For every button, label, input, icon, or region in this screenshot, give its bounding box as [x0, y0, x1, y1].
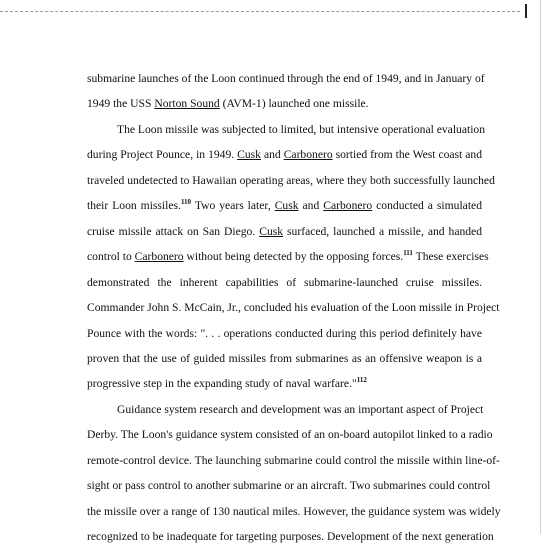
- underlined-name: Norton Sound: [154, 97, 220, 111]
- text-run: their Loon missiles.: [87, 199, 181, 213]
- text-run: recognized to be inadequate for targeting purposes. Development of the next generation: [87, 530, 494, 544]
- text-line: [87, 117, 486, 142]
- text-run: Guidance system research and development was an important aspect of Project: [117, 402, 484, 416]
- text-line: [87, 142, 482, 167]
- text-run: These exercises: [412, 250, 489, 264]
- text-line: [87, 244, 489, 269]
- text-run: Two years later,: [191, 199, 275, 213]
- text-line: [87, 295, 500, 320]
- text-line: [87, 448, 500, 473]
- text-run: submarine launches of the Loon continued through the end of 1949, and in January of: [87, 72, 485, 85]
- right-edge-rule: [540, 0, 541, 534]
- text-run: 1949 the USS: [87, 97, 155, 111]
- text-run: proven that the use of guided missiles from submarines as an offensive weapon is a: [87, 351, 482, 365]
- text-run: The Loon missile was subjected to limited, but intensive operational evaluation: [117, 122, 486, 136]
- text-line: [87, 168, 495, 193]
- text-run: remote-control device. The launching submarine could control the missile within line-of-: [87, 453, 500, 467]
- text-run: demonstrated the inherent capabilities of submarine-launched cruise missiles.: [87, 275, 482, 289]
- text-run: during Project Pounce, in 1949.: [87, 148, 238, 162]
- text-line: [87, 422, 493, 447]
- scan-corner-mark: [525, 4, 527, 18]
- underlined-name: Cusk: [259, 224, 284, 238]
- footnote-ref: 110: [180, 198, 192, 207]
- top-edge-rule: [0, 11, 520, 12]
- text-run: conducted a simulated: [372, 199, 482, 213]
- text-run: without being detected by the opposing forces.: [183, 250, 404, 264]
- text-run: Derby. The Loon's guidance system consisted of an on-board autopilot linked to a radio: [87, 428, 493, 442]
- text-line: [87, 371, 482, 396]
- text-line: [87, 321, 482, 346]
- text-run: Pounce with the words: ". . . operations conducted during this period definitely have: [87, 326, 482, 340]
- text-line: [87, 66, 485, 91]
- underlined-name: Carbonero: [134, 250, 184, 264]
- footnote-ref: 112: [356, 376, 367, 385]
- text-run: surfaced, launched a missile, and handed: [283, 224, 482, 238]
- footnote-ref: 111: [403, 249, 413, 258]
- text-line: [87, 91, 482, 116]
- text-run: Commander John S. McCain, Jr., concluded his evaluation of the Loon missile in Project: [87, 301, 500, 315]
- text-run: progressive step in the expanding study of naval warfare.": [87, 377, 357, 391]
- text-line: [87, 397, 482, 422]
- text-run: and: [298, 199, 324, 213]
- text-line: [87, 193, 482, 218]
- text-line: [87, 346, 482, 371]
- text-run: cruise missile attack on San Diego.: [87, 224, 260, 238]
- text-run: control to: [87, 250, 135, 264]
- text-line: [87, 473, 491, 498]
- text-run: sight or pass control to another submarine or an aircraft. Two submarines could control: [87, 479, 491, 493]
- text-line: [87, 219, 482, 244]
- text-run: and: [260, 148, 284, 162]
- text-line: [87, 524, 494, 549]
- underlined-name: Carbonero: [283, 148, 333, 162]
- text-run: (AVM-1) launched one missile.: [219, 97, 369, 111]
- underlined-name: Cusk: [237, 148, 261, 162]
- text-line: [87, 270, 482, 295]
- underlined-name: Carbonero: [323, 199, 373, 213]
- text-line: [87, 499, 501, 524]
- text-run: the missile over a range of 130 nautical miles. However, the guidance system was widely: [87, 504, 501, 518]
- text-run: traveled undetected to Hawaiian operating areas, where they both successfully launched: [87, 173, 495, 187]
- underlined-name: Cusk: [274, 199, 299, 213]
- text-run: sortied from the West coast and: [332, 148, 482, 162]
